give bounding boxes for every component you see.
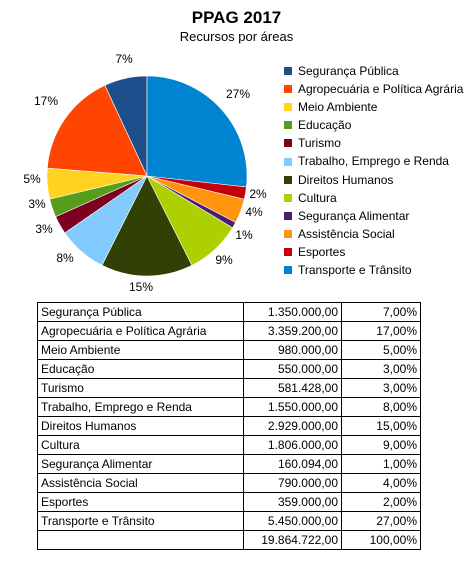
table-row [38, 379, 421, 398]
table-cell-percent: 15,00% [342, 417, 421, 436]
table-row [38, 474, 421, 493]
pie-slice-label: 15% [128, 280, 154, 294]
legend-item [284, 171, 463, 189]
pie-slice-label: 9% [215, 253, 233, 267]
legend-swatch [284, 230, 292, 238]
chart-title: PPAG 2017 [191, 8, 282, 27]
table-cell-percent: 3,00% [342, 379, 421, 398]
table-cell-area: Cultura [38, 436, 244, 455]
table-cell-value: 3.359.200,00 [244, 322, 342, 341]
pie-slice-label: 27% [225, 87, 251, 101]
pie-slice-label: 5% [23, 172, 41, 186]
legend-label: Trabalho, Emprego e Renda [298, 154, 449, 169]
legend-item [284, 207, 463, 225]
legend-label: Educação [298, 118, 352, 133]
table-cell-percent: 8,00% [342, 398, 421, 417]
table-row [38, 455, 421, 474]
pie-slice-label: 2% [249, 187, 267, 201]
legend-item [284, 261, 463, 279]
table-cell-area: Trabalho, Emprego e Renda [38, 398, 244, 417]
table-cell-area: Turismo [38, 379, 244, 398]
table-cell-value: 2.929.000,00 [244, 417, 342, 436]
table-cell-percent: 3,00% [342, 360, 421, 379]
table-row [38, 341, 421, 360]
table-cell-value: 980.000,00 [244, 341, 342, 360]
legend-label: Assistência Social [298, 226, 395, 241]
legend-item [284, 116, 463, 134]
table-cell-value: 1.550.000,00 [244, 398, 342, 417]
table-cell-value: 359.000,00 [244, 493, 342, 512]
table-cell-percent: 4,00% [342, 474, 421, 493]
legend-item [284, 225, 463, 243]
legend-label: Turismo [298, 136, 341, 151]
table-cell-percent: 1,00% [342, 455, 421, 474]
table-cell-area: Esportes [38, 493, 244, 512]
table-cell-area: Transporte e Trânsito [38, 512, 244, 531]
table-cell-percent: 2,00% [342, 493, 421, 512]
legend-item [284, 98, 463, 116]
table-row [38, 322, 421, 341]
table-cell-area: Meio Ambiente [38, 341, 244, 360]
table-cell-value: 5.450.000,00 [244, 512, 342, 531]
legend-swatch [284, 176, 292, 184]
legend-swatch [284, 266, 292, 274]
legend-swatch [284, 85, 292, 93]
pie-slice-label: 4% [245, 205, 263, 219]
legend-swatch [284, 194, 292, 202]
table-cell-percent: 5,00% [342, 341, 421, 360]
legend-swatch [284, 103, 292, 111]
legend-swatch [284, 139, 292, 147]
pie-slice-label: 1% [235, 228, 253, 242]
table-cell-percent: 7,00% [342, 303, 421, 322]
legend-swatch [284, 121, 292, 129]
table-row [38, 417, 421, 436]
legend-label: Transporte e Trânsito [298, 263, 412, 278]
legend-swatch [284, 248, 292, 256]
chart-subtitle: Recursos por áreas [179, 29, 294, 44]
table-cell-area [38, 531, 244, 550]
table-cell-value: 581.428,00 [244, 379, 342, 398]
legend-item [284, 80, 463, 98]
chart-legend [284, 62, 463, 279]
legend-label: Direitos Humanos [298, 172, 394, 187]
table-cell-area: Segurança Pública [38, 303, 244, 322]
legend-item [284, 62, 463, 80]
legend-label: Agropecuária e Política Agrária [298, 82, 464, 97]
table-row [38, 493, 421, 512]
table-cell-area: Educação [38, 360, 244, 379]
legend-label: Segurança Pública [298, 64, 399, 78]
legend-item [284, 152, 463, 170]
table-cell-value: 790.000,00 [244, 474, 342, 493]
legend-item [284, 243, 463, 261]
table-row [38, 360, 421, 379]
table-cell-total-value: 19.864.722,00 [244, 531, 342, 550]
table-cell-area: Assistência Social [38, 474, 244, 493]
table-row [38, 303, 421, 322]
table-cell-area: Agropecuária e Política Agrária [38, 322, 244, 341]
table-row [38, 398, 421, 417]
table-row [38, 512, 421, 531]
data-table [37, 302, 421, 550]
pie-slice-label: 7% [115, 52, 133, 66]
legend-label: Segurança Alimentar [298, 208, 410, 223]
table-cell-percent: 27,00% [342, 512, 421, 531]
pie-slice-label: 3% [35, 222, 53, 236]
table-total-row [38, 531, 421, 550]
table-cell-value: 1.806.000,00 [244, 436, 342, 455]
pie-slice-label: 8% [56, 251, 74, 265]
legend-label: Esportes [298, 244, 346, 259]
table-cell-total-percent: 100,00% [342, 531, 421, 550]
table-cell-percent: 17,00% [342, 322, 421, 341]
legend-swatch [284, 158, 292, 166]
table-cell-area: Direitos Humanos [38, 417, 244, 436]
table-cell-percent: 9,00% [342, 436, 421, 455]
table-cell-value: 1.350.000,00 [244, 303, 342, 322]
table-cell-area: Segurança Alimentar [38, 455, 244, 474]
legend-swatch [284, 67, 292, 75]
pie-slice-label: 17% [33, 94, 59, 108]
table-cell-value: 160.094,00 [244, 455, 342, 474]
legend-swatch [284, 212, 292, 220]
table-row [38, 436, 421, 455]
table-cell-value: 550.000,00 [244, 360, 342, 379]
pie-slice-label: 3% [28, 197, 46, 211]
legend-label: Cultura [298, 190, 337, 205]
legend-item [284, 189, 463, 207]
legend-label: Meio Ambiente [298, 100, 378, 115]
legend-item [284, 134, 463, 152]
